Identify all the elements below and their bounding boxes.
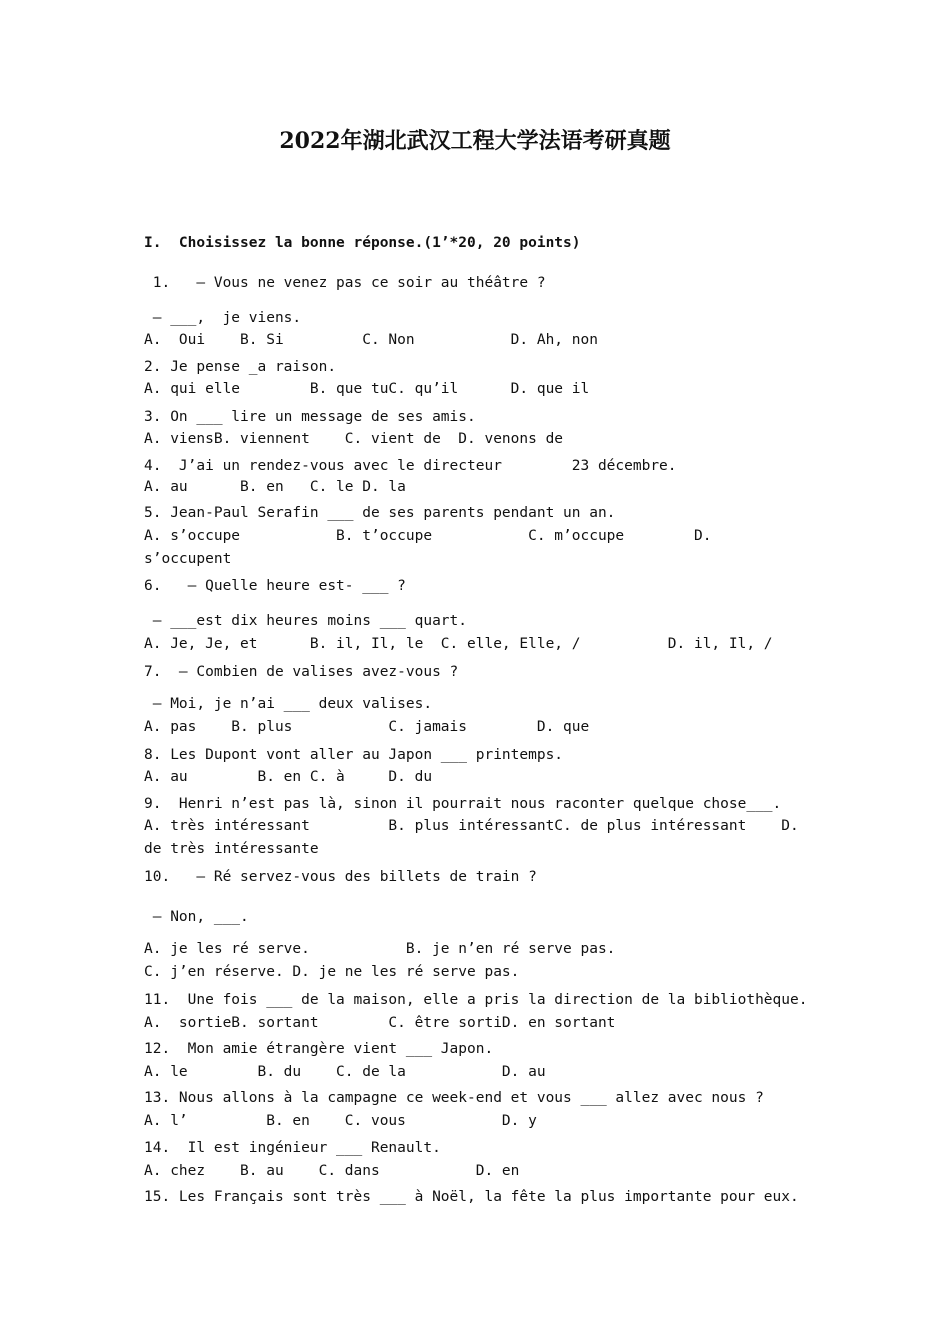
page-title: 2022年湖北武汉工程大学法语考研真题 <box>279 128 671 154</box>
answer-options: A. Je, Je, et B. il, Il, le C. elle, Elle, / D. il, Il, / <box>144 636 773 652</box>
question-line: 12. Mon amie étrangère vient ___ Japon. <box>144 1041 494 1057</box>
answer-options: A. qui elle B. que tuC. qu’il D. que il <box>144 381 590 397</box>
section-heading: I. Choisissez la bonne réponse.(1’*20, 20 points) <box>144 235 581 251</box>
question-line: 14. Il est ingénieur ___ Renault. <box>144 1140 441 1156</box>
answer-options: A. au B. en C. le D. la <box>144 479 406 495</box>
answer-options: A. je les ré serve. B. je n’en ré serve pas. <box>144 941 616 957</box>
answer-options: A. au B. en C. à D. du <box>144 769 433 785</box>
question-line: 9. Henri n’est pas là, sinon il pourrait nous raconter quelque chose___. <box>144 796 782 812</box>
question-line: 7. – Combien de valises avez-vous ? <box>144 664 459 680</box>
question-line: 15. Les Français sont très ___ à Noël, la fête la plus importante pour eux. <box>144 1189 799 1205</box>
answer-options: A. pas B. plus C. jamais D. que <box>144 719 590 735</box>
question-line: 11. Une fois ___ de la maison, elle a pris la direction de la bibliothèque. <box>144 992 808 1008</box>
question-line: – Non, ___. <box>144 909 249 925</box>
question-line: – ___, je viens. <box>144 310 302 326</box>
question-line: – ___est dix heures moins ___ quart. <box>144 613 468 629</box>
answer-options: A. très intéressant B. plus intéressantC. de plus intéressant D. <box>144 818 799 834</box>
question-line: 2. Je pense _a raison. <box>144 359 337 375</box>
question-line: 8. Les Dupont vont aller au Japon ___ printemps. <box>144 747 564 763</box>
answer-options: A. Oui B. Si C. Non D. Ah, non <box>144 332 598 348</box>
question-line: 4. J’ai un rendez-vous avec le directeur 23 décembre. <box>144 458 677 474</box>
answer-options: s’occupent <box>144 551 232 567</box>
question-line: 13. Nous allons à la campagne ce week-end et vous ___ allez avec nous ? <box>144 1090 764 1106</box>
answer-options: A. le B. du C. de la D. au <box>144 1064 546 1080</box>
answer-options: A. s’occupe B. t’occupe C. m’occupe D. <box>144 528 712 544</box>
question-line: 3. On ___ lire un message de ses amis. <box>144 409 476 425</box>
question-line: 6. – Quelle heure est- ___ ? <box>144 578 406 594</box>
answer-options: A. l’ B. en C. vous D. y <box>144 1113 537 1129</box>
answer-options: A. viensB. viennent C. vient de D. venons de <box>144 431 564 447</box>
answer-options: A. chez B. au C. dans D. en <box>144 1163 520 1179</box>
answer-options: A. sortieB. sortant C. être sortiD. en sortant <box>144 1015 616 1031</box>
question-line: 1. – Vous ne venez pas ce soir au théâtre ? <box>144 275 546 291</box>
question-line: 10. – Ré servez-vous des billets de train ? <box>144 869 537 885</box>
question-line: – Moi, je n’ai ___ deux valises. <box>144 696 433 712</box>
answer-options: de très intéressante <box>144 841 319 857</box>
answer-options: C. j’en réserve. D. je ne les ré serve pas. <box>144 964 520 980</box>
question-line: 5. Jean-Paul Serafin ___ de ses parents pendant un an. <box>144 505 616 521</box>
